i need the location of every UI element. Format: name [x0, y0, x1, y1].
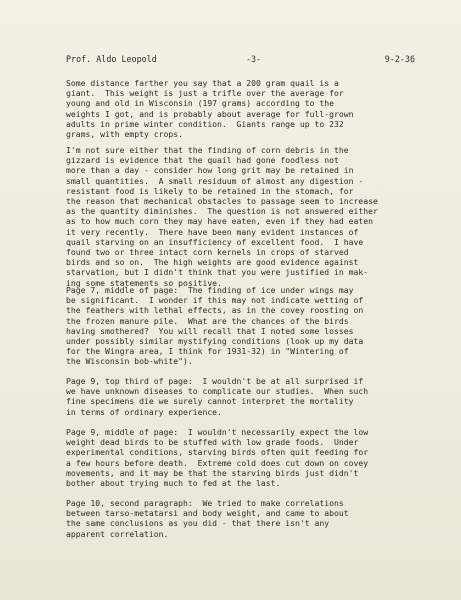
paragraph-page9-dead-birds: Page 9, middle of page: I wouldn't necessarily expect the low weight dead birds to be stuffed with low grade foods. Under experimental conditions, starving birds often quit feeding for a few hours before death. Extreme cold does cut down on covey movements, and it may be that the starving birds just didn't bother about trying much to fed at the last.: [66, 427, 369, 489]
paragraph-quail-weight: Some distance farther you say that a 200 gram quail is a giant. This weight is just a trifle over the average for young and old in Wisconsin (197 grams) according to the weights I got, and is probably about average for full-grown adults in prime winter condition. Giants range up to 232 grams, with empty crops.: [66, 78, 354, 140]
paragraph-page7-ice: Page 7, middle of page: The finding of ice under wings may be significant. I wonder if this may not indicate wetting of the feathers with lethal effects, as in the covey roosting on the frozen manure pile. What are the chances of the birds having smothered? You will recall that I noted some losses under possibly similar mystifying conditions (look up my data for the Wingra area, I think for 1931-32) in "Wintering of the Wisconsin bob-white").: [66, 285, 364, 367]
letter-date: 9-2-36: [384, 54, 415, 64]
paragraph-page9-diseases: Page 9, top third of page: I wouldn't be at all surprised if we have unknown diseases to complicate our studies. When such fine specimens die we surely cannot interpret the mortality in terms of ordinary experience.: [66, 376, 369, 417]
paragraph-corn-debris: I'm not sure either that the finding of corn debris in the gizzard is evidence that the quail had gone foodless not more than a day - consider how long grit may be retained in small quantities. A small residuum of almost any digestion - resistant food is likely to be retained in the stomach, for the reason that mechanical obstacles to passage seem to increase as the quantity diminishes. The question is not answered either as to how much corn they may have eaten, even if they had eaten it very recently. There have been many evident instances of quail starving on an insufficiency of excellent food. I have found two or three intact corn kernels in crops of starved birds and so on. The high weights are good evidence against starvation, but I didn't think that you were justified in mak- ing some statements so positive.: [66, 145, 378, 288]
paragraph-page10-correlation: Page 10, second paragraph: We tried to make correlations between tarso-metatarsi and body weight, and came to about the same conclusions as you did - that there isn't any apparent correlation.: [66, 498, 349, 539]
letter-header: [66, 54, 415, 66]
page-number: -3-: [246, 54, 262, 64]
recipient-name: Prof. Aldo Leopold: [66, 54, 157, 64]
